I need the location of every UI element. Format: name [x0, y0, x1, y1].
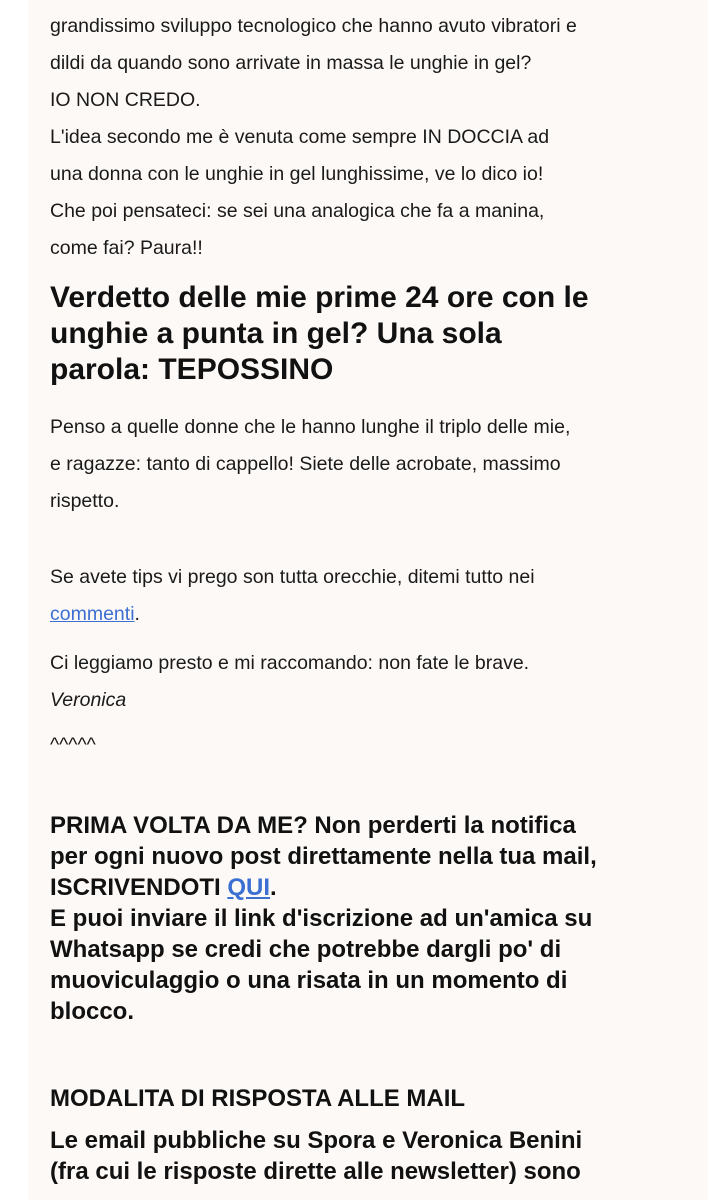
- heading-line: parola: TEPOSSINO: [50, 353, 334, 386]
- heading-line: unghie a punta in gel? Una sola: [50, 317, 502, 350]
- replies-line: (fra cui le risposte dirette alle newsletter) sono: [50, 1158, 581, 1185]
- replies-heading: MODALITA DI RISPOSTA ALLE MAIL: [50, 1085, 466, 1112]
- share-line: muoviculaggio o una risata in un momento di: [50, 967, 568, 994]
- text-line: come fai? Paura!!: [50, 237, 203, 259]
- closing-line: Ci leggiamo presto e mi raccomando: non fate le brave.: [50, 652, 530, 674]
- subscribe-text: ISCRIVENDOTI: [50, 874, 228, 901]
- text-line: Che poi pensateci: se sei una analogica che fa a manina,: [50, 200, 545, 222]
- text-line: Penso a quelle donne che le hanno lunghe il triplo delle mie,: [50, 416, 571, 438]
- text-line: grandissimo sviluppo tecnologico che hanno avuto vibratori e: [50, 15, 577, 37]
- subscribe-link[interactable]: QUI: [227, 874, 271, 901]
- heading-line: Verdetto delle mie prime 24 ore con le: [50, 281, 589, 314]
- tips-paragraph: [50, 559, 535, 633]
- respect-paragraph: [50, 409, 570, 520]
- replies-title: [50, 1083, 465, 1114]
- text-line: L'idea secondo me è venuta come sempre IN DOCCIA ad: [50, 126, 550, 148]
- replies-line: Le email pubbliche su Spora e Veronica Benini: [50, 1127, 583, 1154]
- subscribe-line: [50, 872, 597, 903]
- intro-paragraph: [50, 8, 577, 267]
- text-line: una donna con le unghie in gel lunghissime, ve lo dico io!: [50, 163, 544, 185]
- share-line: Whatsapp se credi che potrebbe dargli po' di: [50, 936, 562, 963]
- text-line: e ragazze: tanto di cappello! Siete delle acrobate, massimo: [50, 453, 561, 475]
- separator: [50, 727, 96, 764]
- share-line: E puoi inviare il link d'iscrizione ad un'amica su: [50, 905, 593, 932]
- subscribe-punctuation: .: [270, 874, 277, 901]
- text-line: Se avete tips vi prego son tutta orecchie, ditemi tutto nei: [50, 566, 535, 588]
- text-punctuation: .: [134, 603, 140, 625]
- subscribe-line: per ogni nuovo post direttamente nella tua mail,: [50, 843, 597, 870]
- text-line: IO NON CREDO.: [50, 89, 201, 111]
- signature: Veronica: [50, 689, 127, 711]
- text-line: [50, 596, 535, 633]
- share-line: blocco.: [50, 998, 135, 1025]
- text-line: rispetto.: [50, 490, 120, 512]
- subscribe-line: PRIMA VOLTA DA ME? Non perderti la notifica: [50, 812, 576, 839]
- separator-text: ^^^^^: [50, 734, 96, 756]
- comments-link[interactable]: commenti: [50, 603, 135, 625]
- subscribe-block: [50, 810, 597, 1027]
- closing-paragraph: [50, 645, 529, 719]
- verdict-heading: [50, 280, 589, 388]
- text-line: dildi da quando sono arrivate in massa le unghie in gel?: [50, 52, 532, 74]
- replies-paragraph: [50, 1125, 582, 1187]
